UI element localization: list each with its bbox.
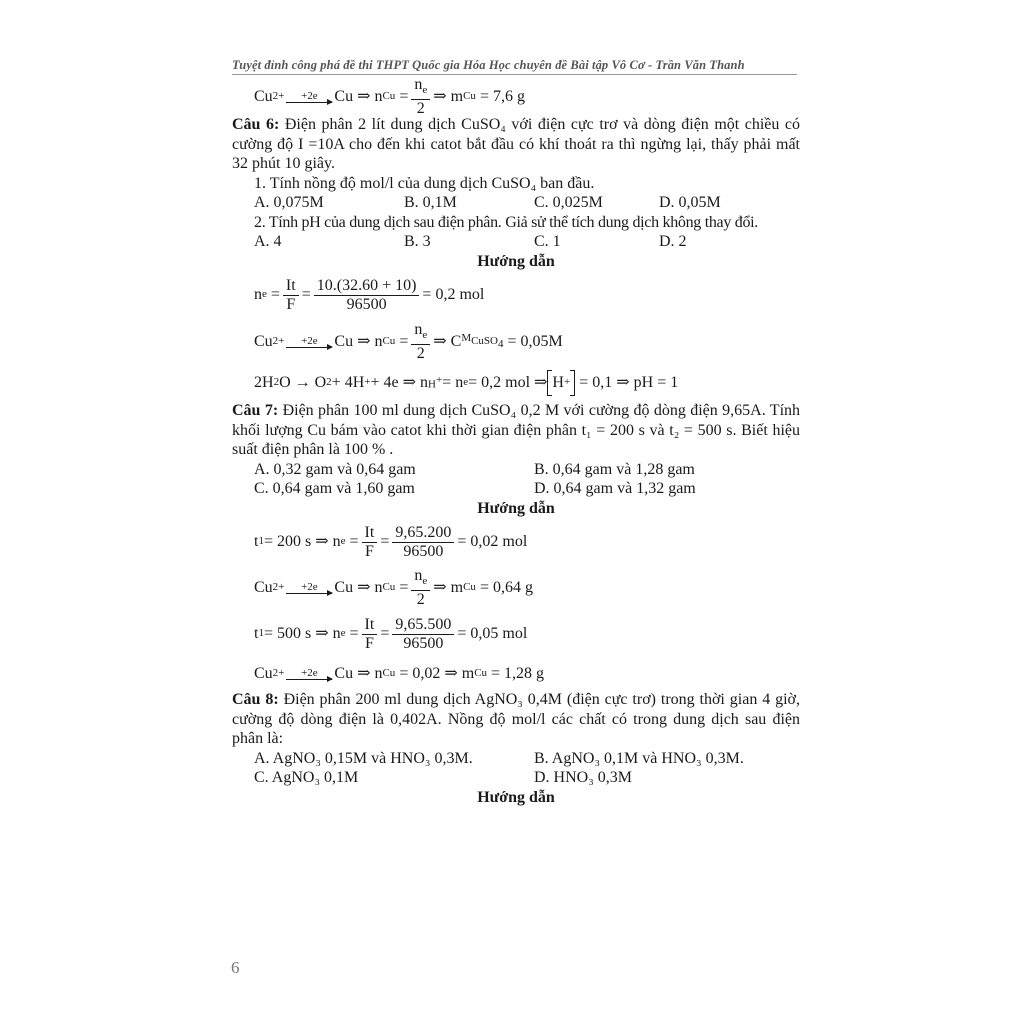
option: A. 4 bbox=[254, 233, 282, 250]
option: B. 0,64 gam và 1,28 gam bbox=[534, 460, 695, 478]
option: C. 1 bbox=[534, 233, 561, 250]
option: D. 0,05M bbox=[659, 194, 721, 211]
question-6-options-1 bbox=[232, 193, 800, 213]
q7-equation-1: t 1 = 200 s ⇒ n e = $\frac{It}{F}$ = $\frac{9,65.200}{96500}$ = 0,02 mol bbox=[254, 523, 528, 560]
question-6-text: Điện phân 2 lít dung dịch CuSO₄ với điện cực trơ và dòng điện một chiều có cường độ I =10A cho đến khi catot bắt đầu có khí thoát ra thì ngừng lại, thấy phải mất 32 phút 10 giây. bbox=[232, 116, 801, 172]
option: B. 0,1M bbox=[404, 194, 457, 211]
question-8-options-row-2 bbox=[232, 768, 800, 788]
question-7-label: Câu 7: bbox=[232, 402, 279, 419]
option: A. 0,32 gam và 0,64 gam bbox=[254, 460, 416, 478]
page-number: 6 bbox=[231, 958, 240, 977]
q6-equation-1: n e = $\frac{It}{F}$ = $\frac{10.(32.60 + 10)}{96500}$ = 0,2 mol bbox=[254, 276, 485, 313]
q6-equation-2: Cu 2+ +2e Cu ⇒ n Cu = $\frac{n_e}{2}$ ⇒ C $M_{CuSO_4}$ = 0,05M bbox=[254, 320, 563, 363]
running-header: Tuyệt đỉnh công phá đề thi THPT Quốc gia Hóa Học chuyên đề Bài tập Vô Cơ - Trần Văn Thanh bbox=[232, 58, 745, 72]
question-7 bbox=[232, 401, 800, 460]
equation-top: Cu 2+ +2e Cu ⇒ n Cu = $\frac{n_e}{2}$ ⇒ m Cu = 7,6 g bbox=[254, 75, 525, 118]
q7-equation-3: t 1 = 500 s ⇒ n e = $\frac{It}{F}$ = $\frac{9,65.500}{96500}$ = 0,05 mol bbox=[254, 615, 528, 652]
content bbox=[232, 75, 801, 807]
question-6 bbox=[232, 115, 800, 174]
option: D. 0,64 gam và 1,32 gam bbox=[534, 480, 696, 497]
q7-equation-2: Cu 2+ +2e Cu ⇒ n Cu = $\frac{n_e}{2}$ ⇒ m Cu = 0,64 g bbox=[254, 566, 533, 609]
guide-heading: Hướng dẫn bbox=[477, 499, 555, 517]
q6-equation-3: 2H 2 O → O 2 + 4H + + 4e ⇒ n H+ = n e = 0,2 mol ⇒ H + = 0,1 ⇒ pH = 1 bbox=[232, 365, 800, 401]
option: D. 2 bbox=[659, 233, 687, 250]
question-8 bbox=[232, 690, 800, 749]
question-7-options-row-2 bbox=[232, 479, 800, 499]
question-6-sub1: 1. Tính nồng độ mol/l của dung dịch CuSO₄ ban đầu. bbox=[254, 174, 595, 192]
question-6-label: Câu 6: bbox=[232, 116, 280, 133]
question-8-label: Câu 8: bbox=[232, 691, 279, 708]
option: D. HNO₃ 0,3M bbox=[534, 769, 633, 786]
option: A. 0,075M bbox=[254, 194, 324, 211]
question-6-options-2 bbox=[232, 232, 800, 252]
question-7-options-row-1 bbox=[232, 460, 800, 480]
guide-heading: Hướng dẫn bbox=[477, 252, 555, 270]
option: C. 0,64 gam và 1,60 gam bbox=[254, 480, 415, 497]
option: B. AgNO₃ 0,1M và HNO₃ 0,3M. bbox=[534, 749, 744, 767]
question-8-text: Điện phân 200 ml dung dịch AgNO₃ 0,4M (điện cực trơ) trong thời gian 4 giờ, cường độ dòng điện là 0,402A. Nồng độ mol/l các chất có trong dung dịch sau điện phân là: bbox=[232, 691, 800, 747]
option: B. 3 bbox=[404, 233, 431, 250]
option: C. 0,025M bbox=[534, 194, 603, 211]
question-7-text: Điện phân 100 ml dung dịch CuSO₄ 0,2 M với cường độ dòng điện 9,65A. Tính khối lượng Cu bám vào catot khi thời gian điện phân t₁ = 200 s và t₂ = 500 s. Biết hiệu suất điện phân là 100 % . bbox=[232, 402, 801, 458]
option: A. AgNO₃ 0,15M và HNO₃ 0,3M. bbox=[254, 749, 473, 767]
question-8-options-row-1 bbox=[232, 749, 800, 769]
q7-equation-4: Cu 2+ +2e Cu ⇒ n Cu = 0,02 ⇒ m Cu = 1,28 g bbox=[254, 665, 545, 683]
question-6-sub2: 2. Tính pH của dung dịch sau điện phân. Giả sử thể tích dung dịch không thay đổi. bbox=[254, 213, 758, 231]
guide-heading: Hướng dẫn bbox=[477, 788, 555, 806]
option: C. AgNO₃ 0,1M bbox=[254, 769, 359, 786]
header-rule bbox=[232, 74, 797, 75]
